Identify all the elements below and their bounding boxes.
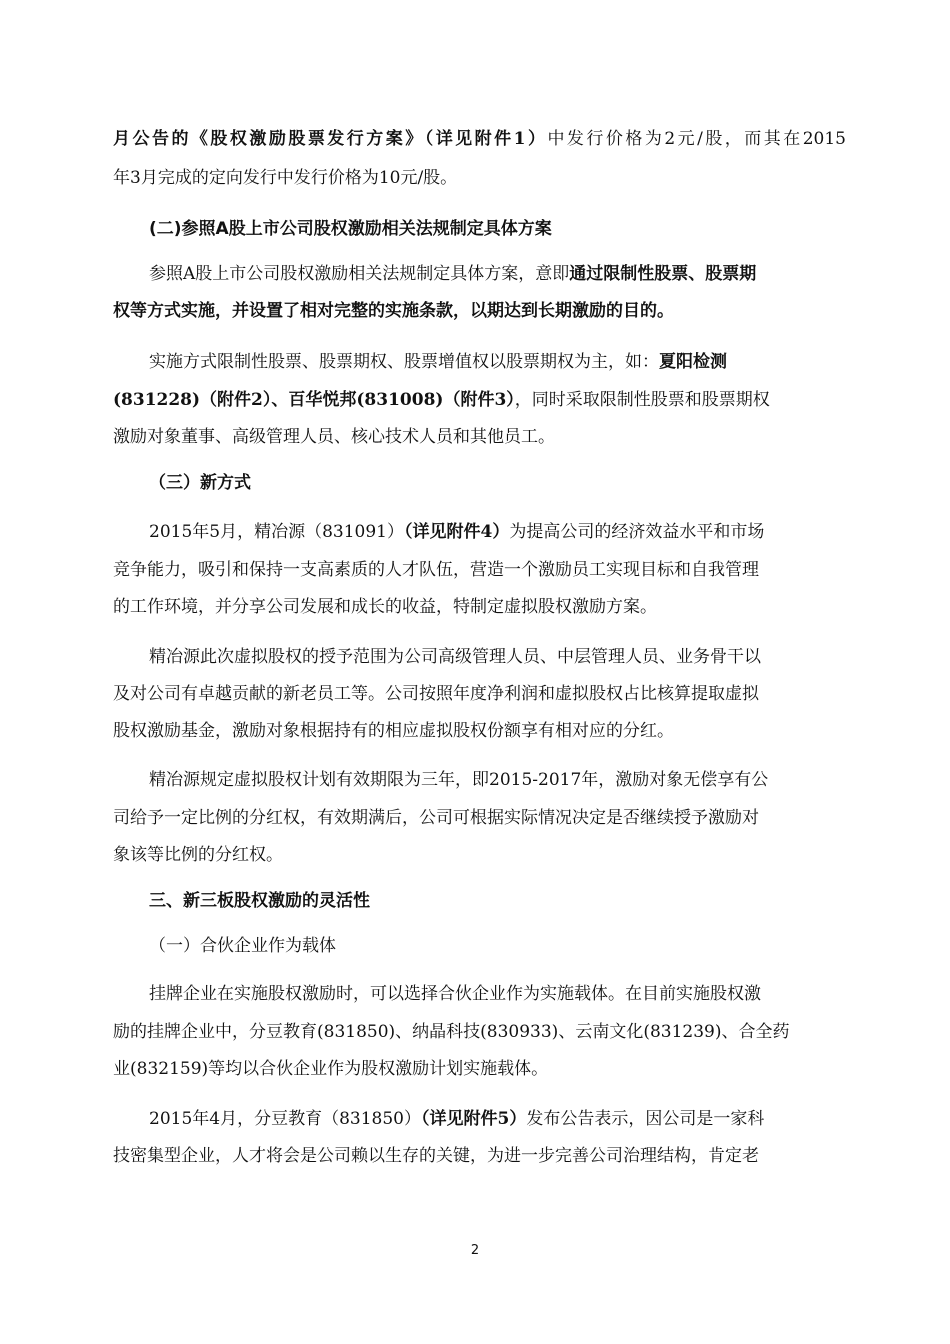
text-run: 司给予一定比例的分红权，有效期满后，公司可根据实际情况决定是否继续授予激励对: [113, 808, 759, 828]
bold-run: 夏阳检测: [659, 352, 727, 372]
text-run: （三）新方式: [149, 473, 251, 493]
text-line: [149, 347, 727, 377]
text-line: [149, 1104, 764, 1134]
bold-run: （详见附件4）: [403, 522, 510, 542]
text-line: [113, 124, 846, 154]
text-run: 竞争能力，吸引和保持一支高素质的人才队伍，营造一个激励员工实现目标和自我管理: [113, 560, 759, 580]
text-run: (二)参照A股上市公司股权激励相关法规制定具体方案: [149, 219, 552, 239]
text-line: [113, 679, 759, 709]
text-run: 精冶源规定虚拟股权计划有效期限为三年，即2015-2017年，激励对象无偿享有公: [149, 770, 769, 790]
text-line: [149, 517, 764, 547]
text-line: [113, 803, 759, 833]
text-run: ，同时采取限制性股票和股票期权: [514, 390, 770, 410]
text-run: 股权激励基金，激励对象根据持有的相应虚拟股权份额享有相对应的分红。: [113, 721, 674, 741]
text-line: [149, 642, 761, 672]
text-line: [149, 259, 756, 289]
text-line: [149, 765, 768, 795]
text-run: 激励对象董事、高级管理人员、核心技术人员和其他员工。: [113, 427, 555, 447]
text-line: [113, 840, 283, 870]
text-line: [113, 716, 674, 746]
section-heading: [149, 214, 552, 244]
text-run: 挂牌企业在实施股权激励时，可以选择合伙企业作为实施载体。在目前实施股权激: [149, 984, 761, 1004]
bold-run: 月公告的《股权激励股票发行方案》（详见附件1）: [113, 129, 548, 149]
bold-run: (831228)（附件2）、百华悦邦(831008)（附件3）: [113, 390, 515, 410]
text-run: （一）合伙企业作为载体: [149, 936, 336, 956]
text-run: 的工作环境，并分享公司发展和成长的收益，特制定虚拟股权激励方案。: [113, 597, 657, 617]
text-line: [113, 296, 674, 326]
text-run: 为提高公司的经济效益水平和市场: [509, 522, 765, 542]
text-run: 2015年4月，分豆教育（831850）: [149, 1109, 421, 1129]
text-line: [113, 1054, 548, 1084]
text-run: 2015年5月，精冶源（831091）: [149, 522, 404, 542]
text-line: [113, 163, 457, 193]
text-run: 年3月完成的定向发行中发行价格为10元/股。: [113, 168, 458, 188]
text-run: 精冶源此次虚拟股权的授予范围为公司高级管理人员、中层管理人员、业务骨干以: [149, 647, 761, 667]
text-run: 业(832159)等均以合伙企业作为股权激励计划实施载体。: [113, 1059, 549, 1079]
text-run: 励的挂牌企业中，分豆教育(831850)、纳晶科技(830933)、云南文化(831239)、合全药: [113, 1022, 790, 1042]
text-line: [113, 555, 759, 585]
text-line: [113, 422, 555, 452]
bold-run: 通过限制性股票、股票期: [569, 264, 757, 284]
section-heading: [149, 886, 370, 916]
bold-run: （详见附件5）: [420, 1109, 527, 1129]
text-line: [113, 1141, 759, 1171]
text-run: 参照A股上市公司股权激励相关法规制定具体方案，意即: [149, 264, 570, 284]
text-run: 三、新三板股权激励的灵活性: [149, 891, 370, 911]
text-run: 中发行价格为2元/股，而其在2015: [547, 129, 847, 149]
text-run: 实施方式限制性股票、股票期权、股票增值权以股票期权为主，如：: [149, 352, 659, 372]
text-run: 象该等比例的分红权。: [113, 845, 283, 865]
text-run: 技密集型企业，人才将会是公司赖以生存的关键，为进一步完善公司治理结构，肯定老: [113, 1146, 759, 1166]
text-run: 及对公司有卓越贡献的新老员工等。公司按照年度净利润和虚拟股权占比核算提取虚拟: [113, 684, 759, 704]
text-line: [113, 385, 770, 415]
text-line: [113, 1017, 789, 1047]
text-run: 发布公告表示，因公司是一家科: [526, 1109, 765, 1129]
text-line: [149, 979, 761, 1009]
page-number: 2: [470, 1243, 480, 1258]
text-line: [113, 592, 657, 622]
bold-run: 权等方式实施，并设置了相对完整的实施条款，以期达到长期激励的目的。: [113, 301, 674, 321]
text-line: [149, 931, 336, 961]
section-heading: [149, 468, 251, 498]
